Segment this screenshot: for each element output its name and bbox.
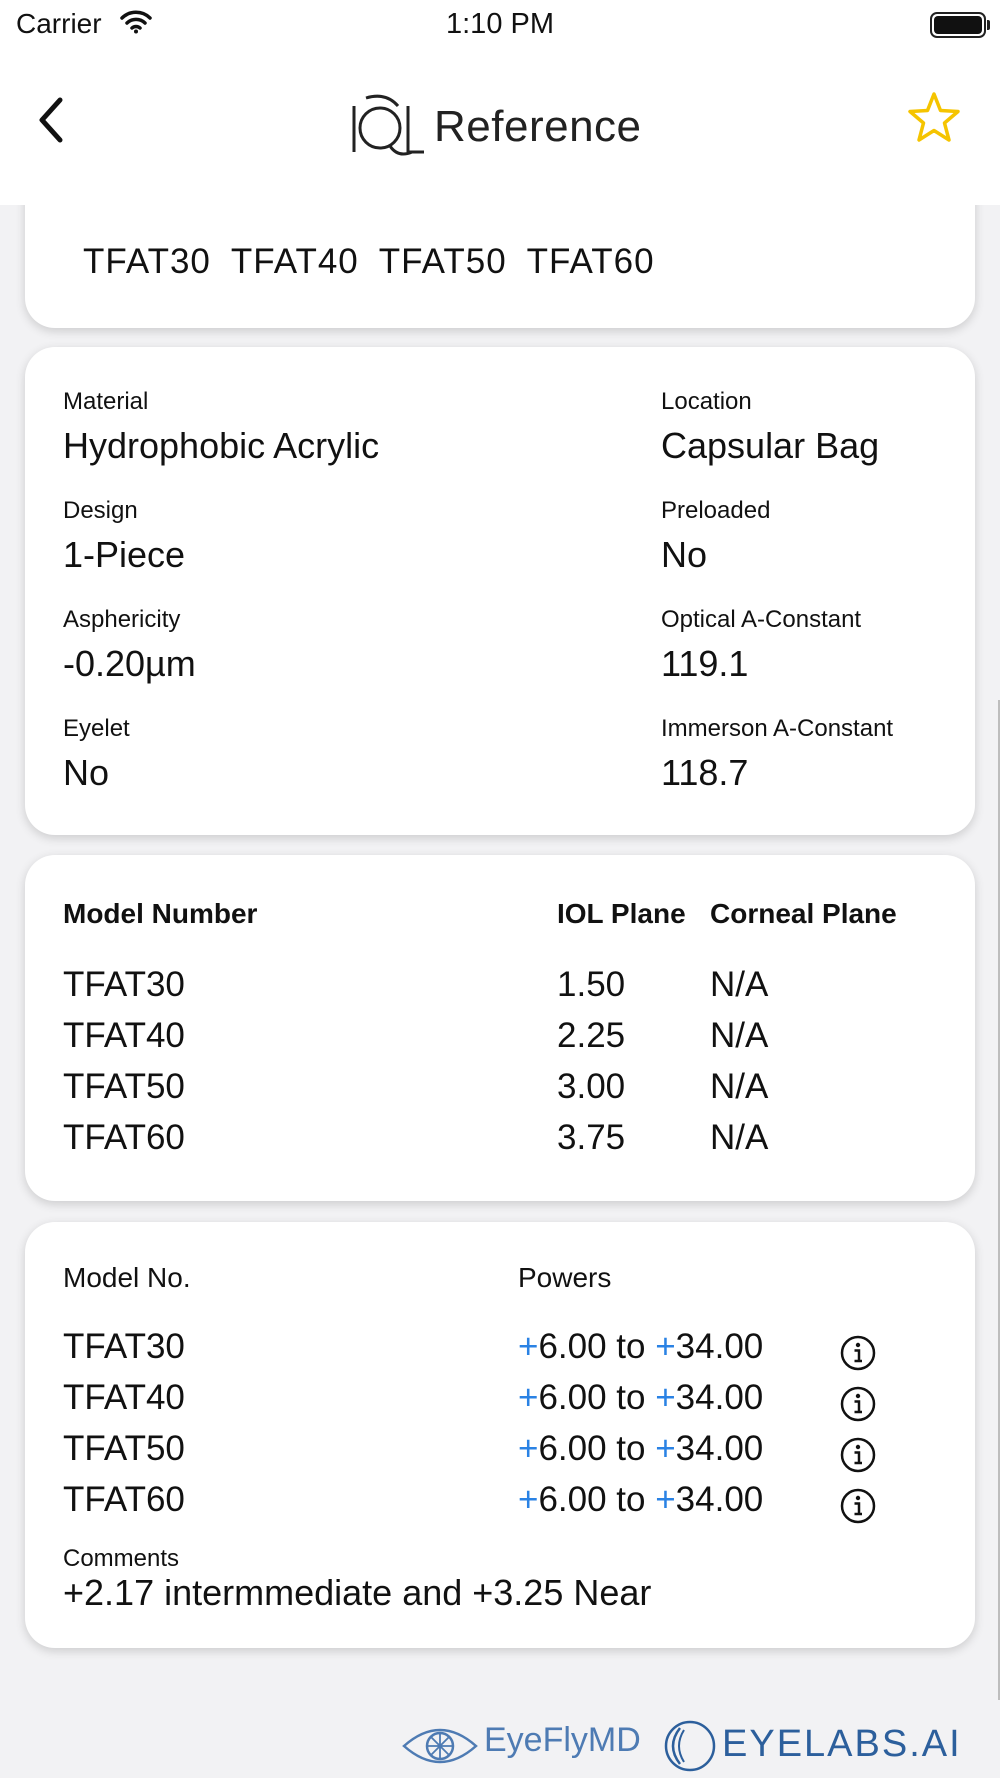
header-corneal-plane: Corneal Plane [710, 898, 897, 929]
power-min: 6.00 to [538, 1429, 656, 1468]
power-min: 6.00 to [538, 1480, 656, 1519]
spec-label: Immerson A-Constant [661, 715, 894, 742]
corneal-plane-value: N/A [710, 965, 769, 1004]
iol-plane-value: 1.50 [557, 965, 626, 1004]
power-max: 34.00 [675, 1378, 764, 1417]
comments-label: Comments [63, 1545, 180, 1572]
battery-icon [930, 12, 986, 38]
iol-plane-value: 3.75 [557, 1118, 626, 1157]
navigation-bar [0, 52, 1000, 205]
power-max: 34.00 [675, 1327, 764, 1366]
iol-plane-value: 2.25 [557, 1016, 626, 1055]
spec-label: Asphericity [63, 606, 181, 633]
comments-value: +2.17 intermmediate and +3.25 Near [63, 1572, 652, 1613]
spec-preloaded [661, 496, 770, 578]
power-range [518, 1429, 763, 1469]
plane-model: TFAT50 [63, 1067, 185, 1106]
spec-label: Material [63, 388, 149, 415]
power-range [518, 1378, 763, 1418]
app-logo [346, 82, 642, 172]
spec-value: 1-Piece [63, 534, 186, 575]
clock: 1:10 PM [446, 8, 554, 40]
back-button[interactable] [30, 90, 74, 150]
spec-optical-a-constant [661, 605, 861, 687]
info-icon[interactable] [839, 1334, 877, 1372]
power-max: 34.00 [675, 1480, 764, 1519]
plus-sign: + [655, 1429, 676, 1468]
power-range [518, 1327, 763, 1367]
spec-value: -0.20µm [63, 643, 196, 684]
logo-text: Reference [434, 102, 642, 151]
footer-brands [400, 1718, 1000, 1778]
powers-card [25, 1222, 975, 1648]
corneal-plane-value: N/A [710, 1118, 769, 1157]
brand-eyeflymd: EyeFlyMD [484, 1721, 641, 1759]
header-model-number: Model Number [63, 898, 258, 929]
model-name: TFAT30 [83, 242, 211, 281]
spec-value: No [63, 752, 110, 793]
powers-model: TFAT50 [63, 1429, 185, 1468]
plane-model: TFAT30 [63, 965, 185, 1004]
plus-sign: + [655, 1480, 676, 1519]
spec-eyelet [63, 714, 130, 796]
header-model-no: Model No. [63, 1262, 191, 1293]
power-max: 34.00 [675, 1429, 764, 1468]
powers-model: TFAT60 [63, 1480, 185, 1519]
model-name: TFAT40 [230, 242, 359, 281]
spec-value: 118.7 [661, 752, 749, 793]
powers-model: TFAT30 [63, 1327, 185, 1366]
plus-sign: + [518, 1429, 539, 1468]
powers-model: TFAT40 [63, 1378, 185, 1417]
iol-logo-mark [346, 92, 426, 162]
eyelabs-logo-icon [662, 1718, 718, 1774]
spec-design [63, 496, 185, 578]
spec-label: Location [661, 388, 752, 415]
spec-value: Capsular Bag [661, 425, 880, 466]
info-icon[interactable] [839, 1487, 877, 1525]
corneal-plane-value: N/A [710, 1016, 769, 1055]
plane-model: TFAT40 [63, 1016, 185, 1055]
model-list [83, 242, 675, 282]
spec-location [661, 387, 879, 469]
spec-label: Design [63, 497, 138, 524]
spec-label: Eyelet [63, 715, 130, 742]
power-min: 6.00 to [538, 1327, 656, 1366]
carrier-label: Carrier [16, 8, 102, 39]
plane-model: TFAT60 [63, 1118, 185, 1157]
eyeflymd-logo-icon [400, 1718, 480, 1774]
specs-card [25, 347, 975, 835]
power-range [518, 1480, 763, 1520]
brand-eyelabs: EYELABS.AI [722, 1723, 962, 1765]
plus-sign: + [518, 1327, 539, 1366]
spec-asphericity [63, 605, 196, 687]
power-min: 6.00 to [538, 1378, 656, 1417]
header-iol-plane: IOL Plane [557, 898, 686, 929]
spec-value: 119.1 [661, 643, 749, 684]
spec-value: No [661, 534, 708, 575]
plus-sign: + [655, 1378, 676, 1417]
info-icon[interactable] [839, 1385, 877, 1423]
favorite-star-icon[interactable] [906, 90, 962, 146]
info-icon[interactable] [839, 1436, 877, 1474]
spec-value: Hydrophobic Acrylic [63, 425, 380, 466]
spec-immerson-a-constant [661, 714, 893, 796]
planes-card [25, 855, 975, 1201]
model-name: TFAT50 [378, 242, 507, 281]
plus-sign: + [518, 1480, 539, 1519]
status-bar [0, 0, 1000, 52]
header-powers: Powers [518, 1262, 612, 1293]
spec-label: Optical A-Constant [661, 606, 862, 633]
spec-label: Preloaded [661, 497, 771, 524]
model-name: TFAT60 [526, 242, 655, 281]
corneal-plane-value: N/A [710, 1067, 769, 1106]
plus-sign: + [655, 1327, 676, 1366]
plus-sign: + [518, 1378, 539, 1417]
spec-material [63, 387, 379, 469]
iol-plane-value: 3.00 [557, 1067, 626, 1106]
